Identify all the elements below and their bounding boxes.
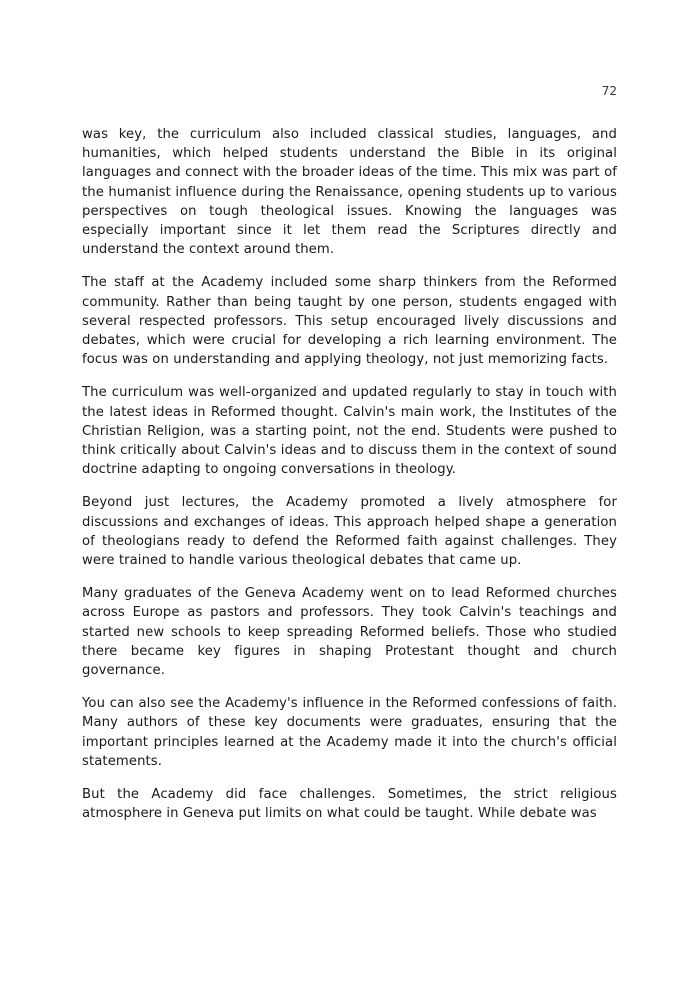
paragraph: But the Academy did face challenges. Sometimes, the strict religious atmosphere in Geneva put limits on what could be taught. While debate was	[82, 787, 617, 822]
page-number: 72	[601, 84, 617, 98]
paragraph: The staff at the Academy included some sharp thinkers from the Reformed community. Rather than being taught by one person, students engaged with several respected professors. This setup encouraged lively discussions and debates, which were crucial for developing a rich learning environment. The focus was on understanding and applying theology, not just memorizing facts.	[82, 275, 617, 368]
paragraph: was key, the curriculum also included classical studies, languages, and humanities, which helped students understand the Bible in its original languages and connect with the broader ideas of the time. This mix was part of the humanist influence during the Renaissance, opening students up to various perspectives on tough theological issues. Knowing the languages was especially important since it let them read the Scriptures directly and understand the context around them.	[82, 127, 617, 258]
paragraph: The curriculum was well-organized and updated regularly to stay in touch with the latest ideas in Reformed thought. Calvin's main work, the Institutes of the Christian Religion, was a starting point, not the end. Students were pushed to think critically about Calvin's ideas and to discuss them in the context of sound doctrine adapting to ongoing conversations in theology.	[82, 385, 617, 478]
paragraph: Beyond just lectures, the Academy promoted a lively atmosphere for discussions and exchanges of ideas. This approach helped shape a generation of theologians ready to defend the Reformed faith against challenges. They were trained to handle various theological debates that came up.	[82, 495, 617, 569]
body-text	[82, 125, 617, 838]
paragraph: You can also see the Academy's influence in the Reformed confessions of faith. Many authors of these key documents were graduates, ensuring that the important principles learned at the Academy made it into the church's official statements.	[82, 696, 617, 769]
paragraph: Many graduates of the Geneva Academy went on to lead Reformed churches across Europe as pastors and professors. They took Calvin's teachings and started new schools to keep spreading Reformed beliefs. Those who studied there became key figures in shaping Protestant thought and church governance.	[82, 586, 617, 679]
